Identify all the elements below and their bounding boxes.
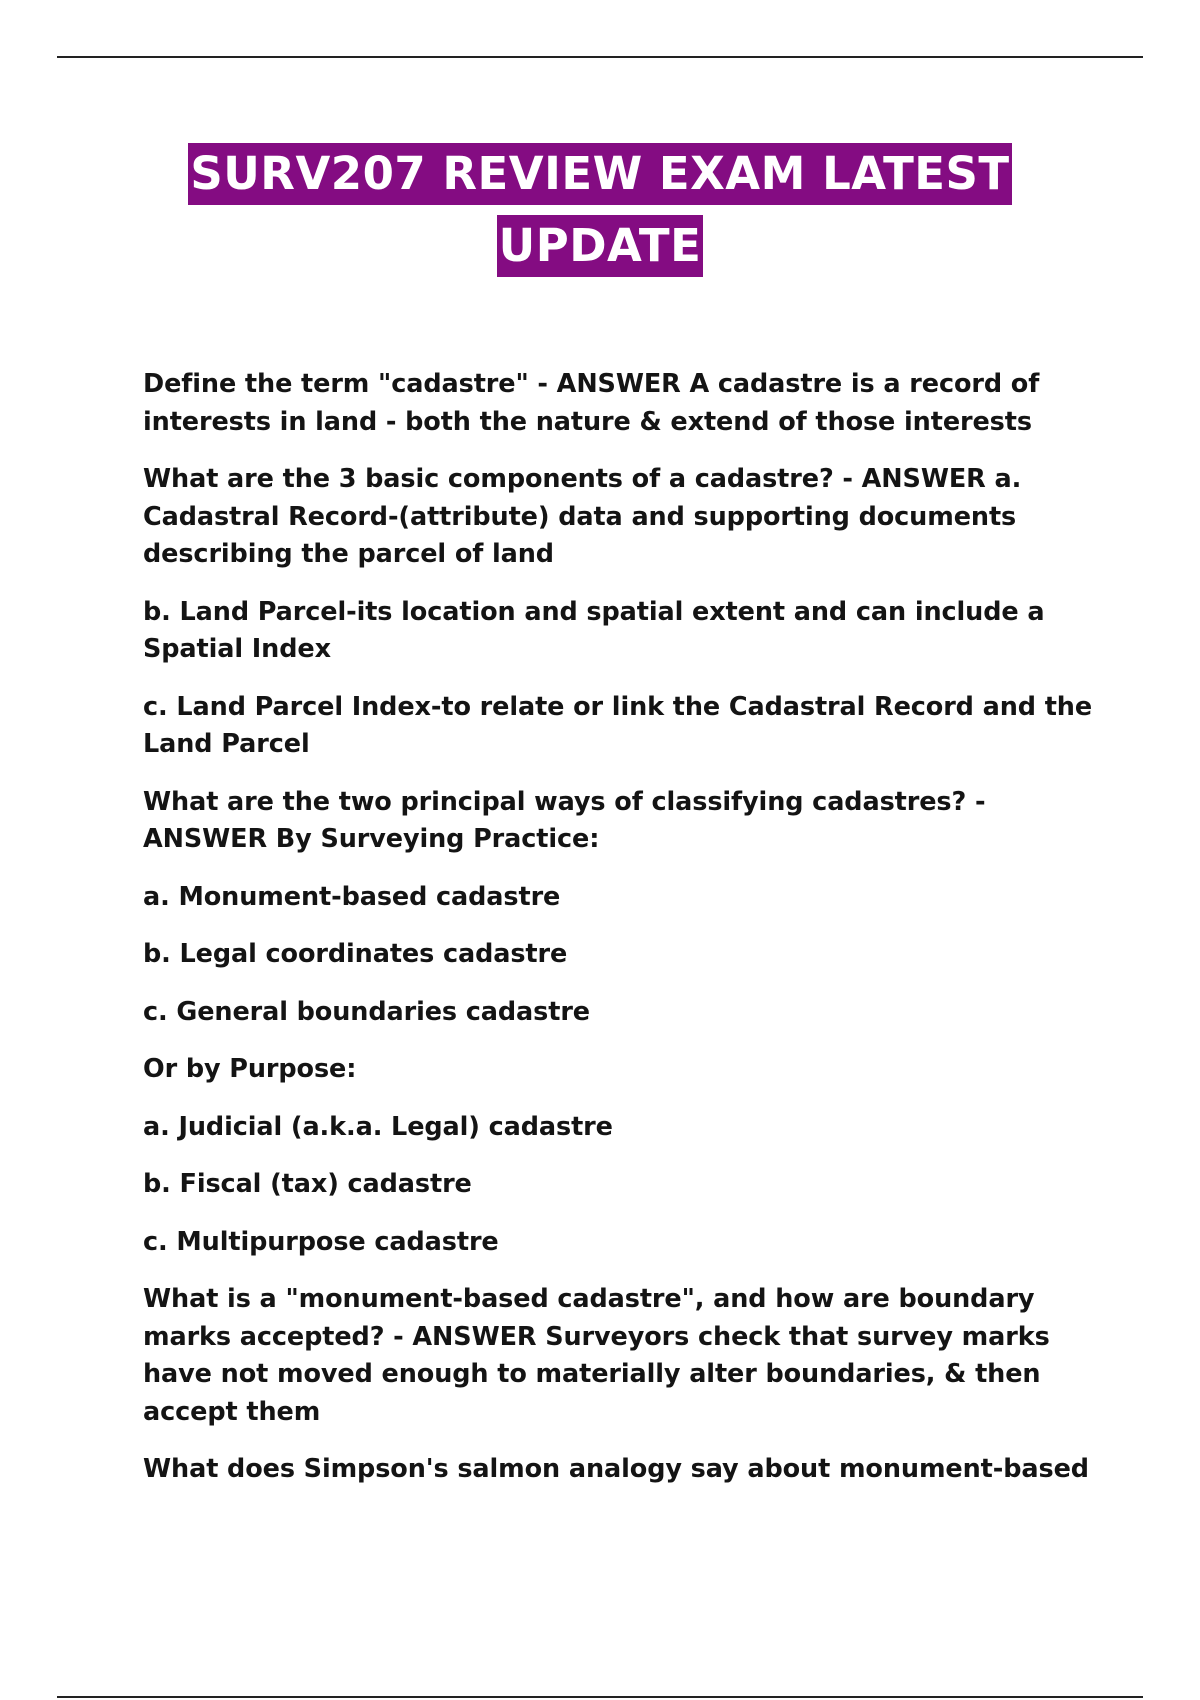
document-title <box>0 143 1200 287</box>
list-item: c. Multipurpose cadastre <box>143 1226 499 1257</box>
paragraph-or-by-purpose: Or by Purpose: <box>143 1054 357 1084</box>
list-item: a. Judicial (a.k.a. Legal) cadastre <box>143 1111 613 1142</box>
paragraph-salmon-analogy: What does Simpson's salmon analogy say about monument-based <box>143 1454 1089 1484</box>
list-item: b. Legal coordinates cadastre <box>143 939 568 969</box>
paragraph-components-question: What are the 3 basic components of a cadastre? - ANSWER a. Cadastral Record-(attribute) data and supporting documents describing the parcel of land <box>143 464 1022 569</box>
title-line-1: SURV207 REVIEW EXAM LATEST <box>188 143 1011 205</box>
paragraph-classifying-question: What are the two principal ways of classifying cadastres? - ANSWER By Surveying Practice: <box>143 786 986 854</box>
list-item: b. Fiscal (tax) cadastre <box>143 1169 472 1199</box>
paragraph-land-parcel: b. Land Parcel-its location and spatial extent and can include a Spatial Index <box>143 596 1045 664</box>
paragraph-cadastre-definition: Define the term "cadastre" - ANSWER A cadastre is a record of interests in land - both the nature & extend of those interests <box>143 369 1040 437</box>
top-rule <box>57 56 1143 58</box>
title-line-2: UPDATE <box>497 215 704 277</box>
list-item: c. General boundaries cadastre <box>143 996 590 1027</box>
document-body <box>143 366 1103 1509</box>
paragraph-monument-based-question: What is a "monument-based cadastre", and how are boundary marks accepted? - ANSWER Surveyors check that survey marks have not moved enough to materially alter boundaries, & then accept them <box>143 1284 1050 1427</box>
bottom-rule <box>57 1696 1143 1698</box>
paragraph-land-parcel-index: c. Land Parcel Index-to relate or link the Cadastral Record and the Land Parcel <box>143 691 1093 759</box>
list-item: a. Monument-based cadastre <box>143 881 561 912</box>
